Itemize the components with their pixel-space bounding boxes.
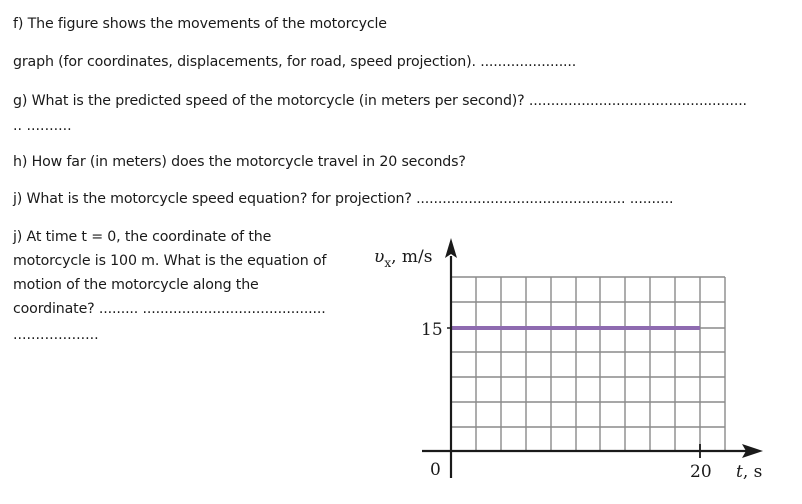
y-axis-label: $\upsilon_x$, m/s bbox=[374, 247, 433, 270]
y-axis-arrow-icon bbox=[445, 238, 457, 258]
chart-grid bbox=[451, 277, 725, 450]
question-f-line1: f) The figure shows the movements of the motorcycle bbox=[13, 16, 387, 32]
y-axis bbox=[445, 238, 457, 478]
question-g-line1: g) What is the predicted speed of the motorcycle (in meters per second)? .................................................. bbox=[13, 93, 747, 109]
question-j-line2: motorcycle is 100 m. What is the equation of bbox=[13, 253, 327, 269]
question-j-line3: motion of the motorcycle along the bbox=[13, 277, 259, 293]
origin-label: 0 bbox=[430, 460, 441, 480]
x-axis-label: t, s bbox=[736, 462, 763, 482]
question-j-line5: ................... bbox=[13, 327, 99, 343]
question-i: j) What is the motorcycle speed equation? for projection? ................................................ .......... bbox=[13, 191, 674, 207]
question-g-line2: .. .......... bbox=[13, 118, 72, 134]
x-tick-label-20: 20 bbox=[690, 462, 712, 482]
question-h: h) How far (in meters) does the motorcycle travel in 20 seconds? bbox=[13, 154, 466, 170]
y-tick-label-15: 15 bbox=[421, 320, 443, 340]
question-f-line2: graph (for coordinates, displacements, for road, speed projection). ...................... bbox=[13, 54, 577, 70]
x-axis bbox=[422, 444, 763, 458]
velocity-time-chart bbox=[360, 228, 802, 504]
question-j-line4: coordinate? ......... .......................................... bbox=[13, 301, 326, 317]
question-j-line1: j) At time t = 0, the coordinate of the bbox=[13, 229, 272, 245]
